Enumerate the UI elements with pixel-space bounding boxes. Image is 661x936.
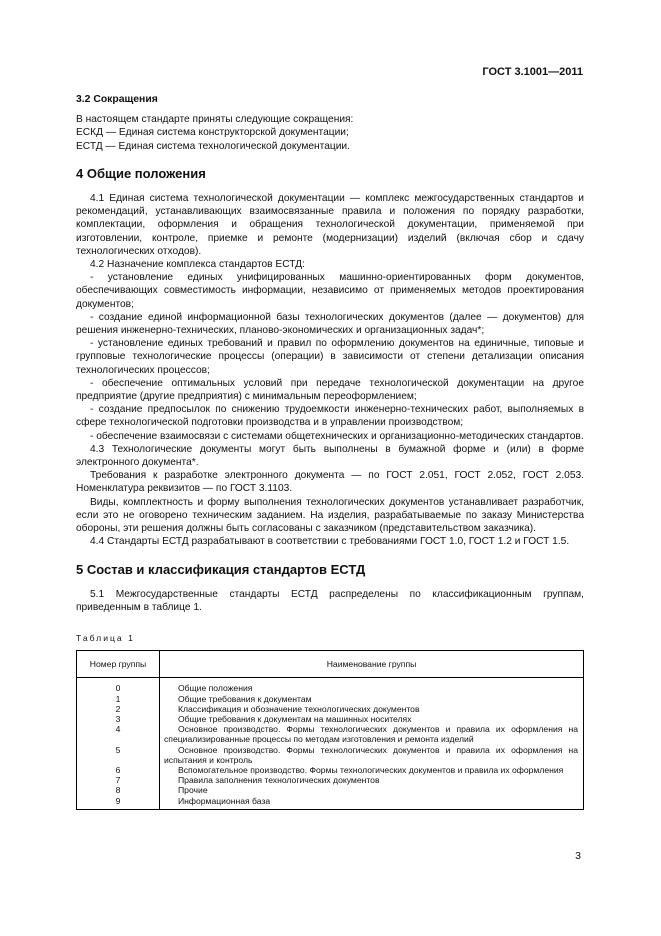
abbreviations-intro: В настоящем стандарте приняты следующие сокращения: — [76, 114, 354, 126]
document-body — [76, 93, 584, 810]
table-row — [77, 775, 584, 785]
group-name: Правила заполнения технологических документов — [160, 775, 584, 785]
list-item: - создание предпосылок по снижению трудоемкости инженерно-технических работ, выполняемых в сфере технологической подготовки производства и в управлении производством; — [76, 404, 584, 429]
table-row — [77, 765, 584, 775]
paragraph-electronic-doc: Требования к разработке электронного документа — по ГОСТ 2.051, ГОСТ 2.052, ГОСТ 2.053. Номенклатура реквизитов — по ГОСТ 3.1103. — [76, 470, 584, 495]
group-number: 7 — [77, 775, 160, 785]
table-row — [77, 785, 584, 795]
list-item: - создание единой информационной базы технологических документов (далее — документов) для решения инженерно-технических, планово-экономических и организационных задач*; — [76, 311, 584, 337]
table-row — [77, 694, 584, 704]
paragraph-4-1: 4.1 Единая система технологической документации — комплекс межгосударственных стандартов и рекомендаций, устанавливающих взаимосвязанные правила и положения по порядку разработки, комплектации, оформления и обращения технологической документации, применяемой при изготовлении, контроле, приемке и ремонте (модернизации) изделий (включая сбор и сдачу технологических отходов). — [76, 193, 584, 257]
group-number: 1 — [77, 694, 160, 704]
page-number: 3 — [575, 850, 581, 862]
standard-number: ГОСТ 3.1001—2011 — [482, 66, 583, 78]
table-row — [77, 745, 584, 765]
group-name: Общие требования к документам на машинных носителях — [160, 714, 584, 724]
table-row — [77, 714, 584, 724]
list-item: - установление единых унифицированных машинно-ориентированных форм документов, обеспечивающих совместимость информации, независимо от применяемых методов проектирования документов; — [76, 272, 584, 310]
group-name: Основное производство. Формы технологических документов и правила их оформления на испытания и контроль — [160, 745, 584, 765]
table-row — [77, 796, 584, 810]
section-5-title: 5 Состав и классификация стандартов ЕСТД — [76, 561, 366, 577]
paragraph-5-1: 5.1 Межгосударственные стандарты ЕСТД распределены по классификационным группам, приведенным в таблице 1. — [76, 588, 584, 613]
group-number: 6 — [77, 765, 160, 775]
abbreviation-item: ЕСТД — Единая система технологической документации. — [76, 140, 350, 152]
table-caption: Таблица 1 — [76, 633, 135, 644]
group-number: 2 — [77, 704, 160, 714]
group-name: Классификация и обозначение технологических документов — [160, 704, 584, 714]
group-name: Информационная база — [160, 796, 584, 810]
list-item: - обеспечение оптимальных условий при передаче технологической документации на другое предприятие (другие предприятия) с минимальным переоформлением; — [76, 377, 584, 403]
group-number: 4 — [77, 724, 160, 744]
group-number: 3 — [77, 714, 160, 724]
table-row — [77, 678, 584, 694]
paragraph-4-4: 4.4 Стандарты ЕСТД разрабатывают в соответствии с требованиями ГОСТ 1.0, ГОСТ 1.2 и ГОСТ 1.5. — [90, 536, 570, 548]
table-row — [77, 704, 584, 714]
table-row — [77, 724, 584, 744]
column-header-group-name: Наименование группы — [160, 651, 584, 678]
classification-table — [76, 650, 584, 809]
group-number: 9 — [77, 796, 160, 810]
group-name: Общие требования к документам — [160, 694, 584, 704]
abbreviation-item: ЕСКД — Единая система конструкторской документации; — [76, 127, 349, 139]
paragraph-doc-types: Виды, комплектность и форму выполнения технологических документов устанавливает разработчик, если это не оговорено техническим заданием. На изделия, разрабатываемые по заказу Министерства обороны, эти решения должны быть согласованы с заказчиком (представительством заказчика). — [76, 496, 584, 535]
section-4-title: 4 Общие положения — [76, 165, 206, 181]
group-number: 8 — [77, 785, 160, 795]
group-name: Общие положения — [160, 678, 584, 694]
paragraph-4-3: 4.3 Технологические документы могут быть выполнены в бумажной форме и (или) в форме электронного документа*. — [76, 443, 584, 469]
group-number: 5 — [77, 745, 160, 765]
group-number: 0 — [77, 678, 160, 694]
group-name: Основное производство. Формы технологических документов и правила их оформления на специализированные процессы по методам изготовления и ремонта изделий — [160, 724, 584, 744]
group-name: Вспомогательное производство. Формы технологических документов и правила их оформления — [160, 765, 584, 775]
group-name: Прочие — [160, 785, 584, 795]
paragraph-4-2: 4.2 Назначение комплекса стандартов ЕСТД: — [90, 259, 305, 271]
column-header-group-number: Номер группы — [77, 651, 160, 678]
list-item: - обеспечение взаимосвязи с системами общетехнических и организационно-методических стандартов. — [90, 430, 584, 442]
section-3-2-title: 3.2 Сокращения — [76, 94, 158, 105]
list-item: - установление единых требований и правил по оформлению документов на единичные, типовые и групповые технологические процессы (операции) в зависимости от степени детализации описания технологических процессов; — [76, 338, 584, 376]
